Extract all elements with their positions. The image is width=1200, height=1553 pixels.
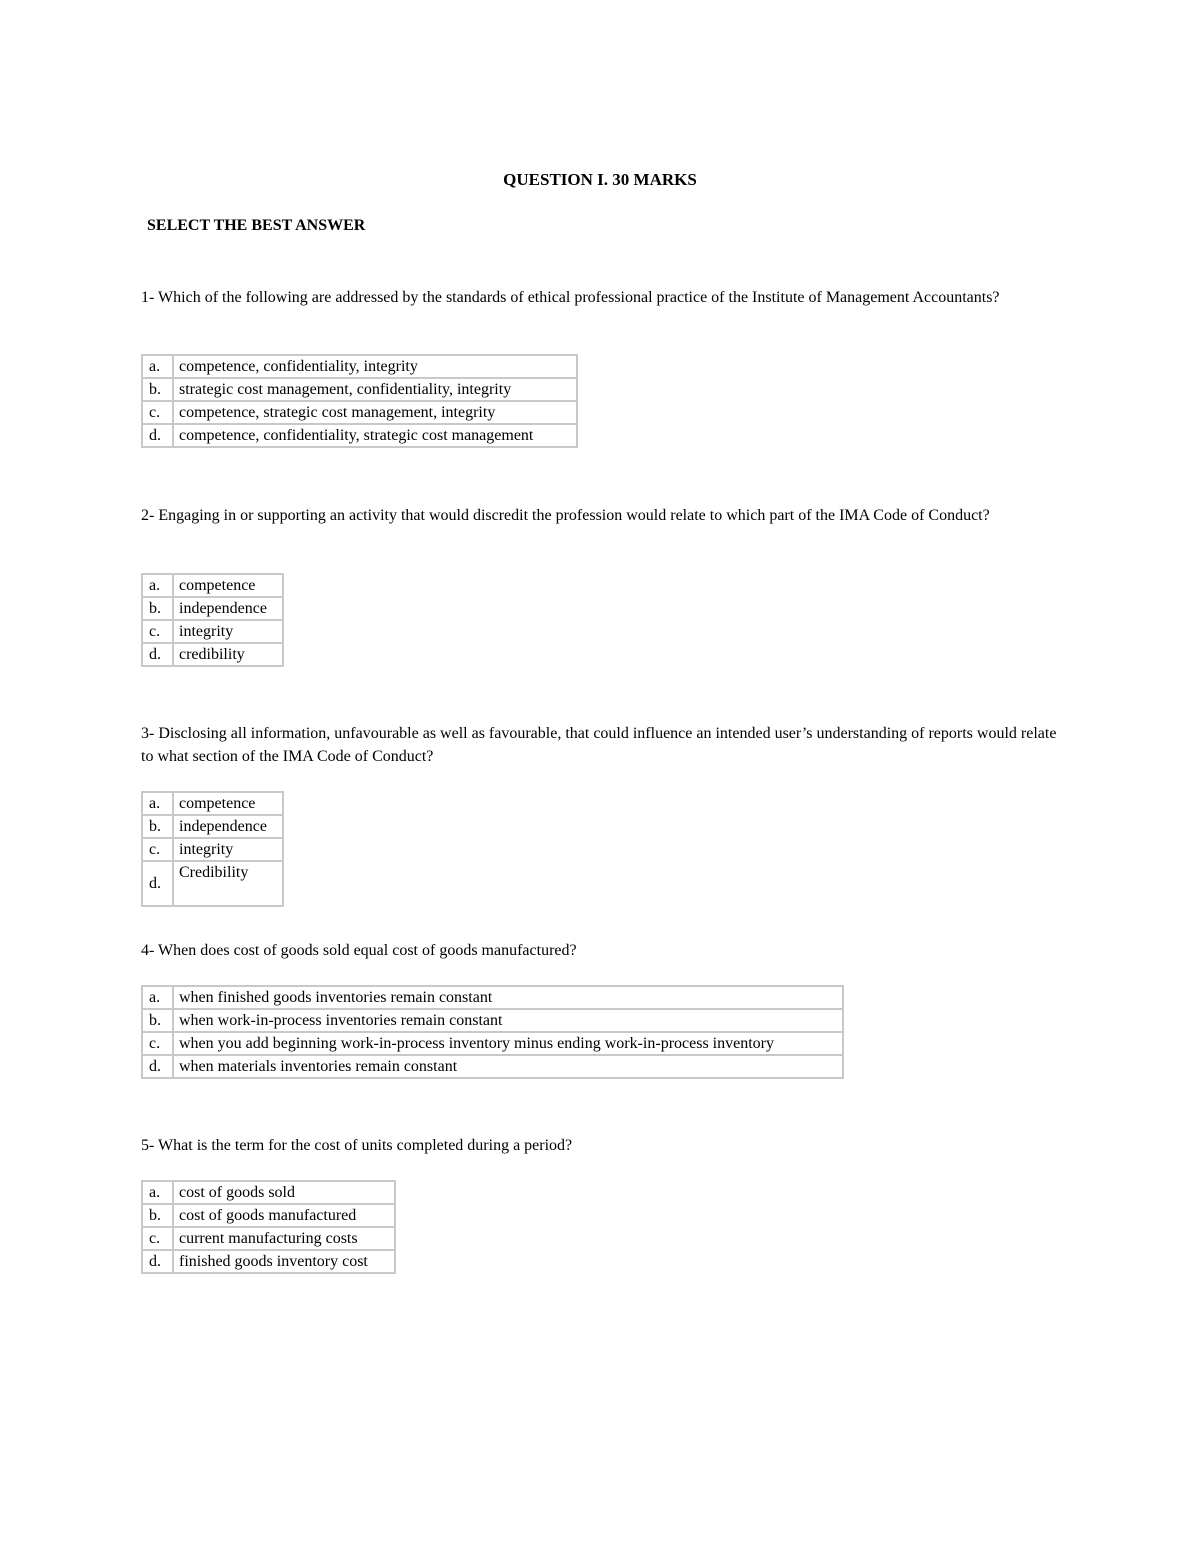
option-letter: d. [142, 643, 173, 666]
option-text: cost of goods manufactured [173, 1204, 395, 1227]
option-letter: b. [142, 815, 173, 838]
question-2-text: 2- Engaging in or supporting an activity that would discredit the profession would relate to which part of the IMA Code of Conduct? [141, 507, 990, 524]
option-row[interactable] [142, 574, 283, 597]
option-text: finished goods inventory cost [173, 1250, 395, 1273]
instruction: SELECT THE BEST ANSWER [147, 217, 366, 234]
option-letter: c. [142, 620, 173, 643]
question-3-options [141, 791, 284, 907]
option-text: when you add beginning work-in-process inventory minus ending work-in-process inventory [173, 1032, 843, 1055]
option-text: integrity [173, 620, 283, 643]
option-text: competence, confidentiality, strategic cost management [173, 424, 577, 447]
option-text: when materials inventories remain constant [173, 1055, 843, 1078]
question-5-text: 5- What is the term for the cost of units completed during a period? [141, 1137, 573, 1154]
option-letter: b. [142, 597, 173, 620]
question-2-options [141, 573, 284, 667]
option-row[interactable] [142, 1032, 843, 1055]
question-1-options [141, 354, 578, 448]
option-row[interactable] [142, 815, 283, 838]
option-row[interactable] [142, 838, 283, 861]
option-text: when finished goods inventories remain constant [173, 986, 843, 1009]
option-text: competence [173, 574, 283, 597]
option-text: when work-in-process inventories remain constant [173, 1009, 843, 1032]
option-letter: c. [142, 1227, 173, 1250]
option-row[interactable] [142, 355, 577, 378]
option-text: competence [173, 792, 283, 815]
option-text: credibility [173, 643, 283, 666]
option-text: independence [173, 815, 283, 838]
option-row[interactable] [142, 861, 283, 906]
option-row[interactable] [142, 1227, 395, 1250]
option-row[interactable] [142, 1181, 395, 1204]
question-5-options [141, 1180, 396, 1274]
option-letter: a. [142, 986, 173, 1009]
option-row[interactable] [142, 620, 283, 643]
option-letter: a. [142, 792, 173, 815]
option-letter: c. [142, 838, 173, 861]
question-4-options [141, 985, 844, 1079]
option-text: integrity [173, 838, 283, 861]
option-row[interactable] [142, 1204, 395, 1227]
option-letter: d. [142, 1250, 173, 1273]
option-text: current manufacturing costs [173, 1227, 395, 1250]
option-row[interactable] [142, 378, 577, 401]
page-title: QUESTION I. 30 MARKS [503, 170, 697, 189]
option-row[interactable] [142, 424, 577, 447]
option-row[interactable] [142, 597, 283, 620]
option-row[interactable] [142, 986, 843, 1009]
option-letter: d. [142, 861, 173, 906]
option-letter: c. [142, 401, 173, 424]
option-text: strategic cost management, confidentiality, integrity [173, 378, 577, 401]
option-text: Credibility [173, 861, 283, 906]
option-text: cost of goods sold [173, 1181, 395, 1204]
option-letter: b. [142, 378, 173, 401]
question-4-text: 4- When does cost of goods sold equal cost of goods manufactured? [141, 942, 577, 959]
option-letter: b. [142, 1204, 173, 1227]
option-row[interactable] [142, 643, 283, 666]
question-1-text: 1- Which of the following are addressed by the standards of ethical professional practice of the Institute of Management Accountants? [141, 289, 1000, 306]
option-row[interactable] [142, 1055, 843, 1078]
option-letter: b. [142, 1009, 173, 1032]
question-3-text: 3- Disclosing all information, unfavourable as well as favourable, that could influence an intended user’s understanding of reports would relate to what section of the IMA Code of Conduct? [141, 725, 1057, 765]
option-letter: a. [142, 355, 173, 378]
option-text: competence, confidentiality, integrity [173, 355, 577, 378]
option-row[interactable] [142, 1009, 843, 1032]
option-letter: a. [142, 574, 173, 597]
option-row[interactable] [142, 401, 577, 424]
option-letter: d. [142, 1055, 173, 1078]
option-row[interactable] [142, 792, 283, 815]
option-letter: c. [142, 1032, 173, 1055]
option-text: independence [173, 597, 283, 620]
option-letter: d. [142, 424, 173, 447]
option-row[interactable] [142, 1250, 395, 1273]
option-letter: a. [142, 1181, 173, 1204]
option-text: competence, strategic cost management, integrity [173, 401, 577, 424]
